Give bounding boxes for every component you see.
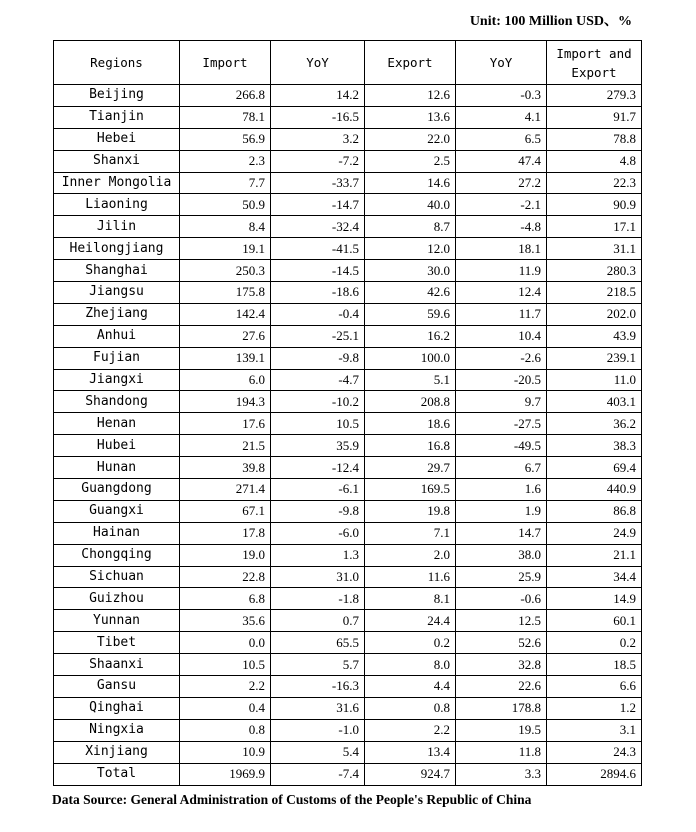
region-cell: Shanxi xyxy=(54,150,180,172)
export-cell: 30.0 xyxy=(365,260,456,282)
region-cell: Hebei xyxy=(54,128,180,150)
header-import: Import xyxy=(180,41,271,85)
export-cell: 19.8 xyxy=(365,500,456,522)
import-cell: 6.0 xyxy=(180,369,271,391)
import-yoy-cell: -25.1 xyxy=(271,325,365,347)
header-total: Import and Export xyxy=(547,41,642,85)
table-row xyxy=(54,610,642,632)
export-yoy-cell: 178.8 xyxy=(456,697,547,719)
import-cell: 0.4 xyxy=(180,697,271,719)
total-cell: 280.3 xyxy=(547,260,642,282)
table-row xyxy=(54,216,642,238)
total-cell: 60.1 xyxy=(547,610,642,632)
import-cell: 266.8 xyxy=(180,85,271,107)
region-cell: Shaanxi xyxy=(54,654,180,676)
table-row xyxy=(54,238,642,260)
import-cell: 21.5 xyxy=(180,435,271,457)
total-cell: 78.8 xyxy=(547,128,642,150)
region-cell: Liaoning xyxy=(54,194,180,216)
export-cell: 2.0 xyxy=(365,544,456,566)
import-cell: 8.4 xyxy=(180,216,271,238)
total-cell: 14.9 xyxy=(547,588,642,610)
import-yoy-cell: -33.7 xyxy=(271,172,365,194)
table-row xyxy=(54,500,642,522)
region-cell: Chongqing xyxy=(54,544,180,566)
import-cell: 142.4 xyxy=(180,303,271,325)
data-source-note: Data Source: General Administration of Customs of the People's Republic of China xyxy=(52,792,532,807)
total-cell: 86.8 xyxy=(547,500,642,522)
total-cell: 43.9 xyxy=(547,325,642,347)
import-yoy-cell: -32.4 xyxy=(271,216,365,238)
region-cell: Jiangxi xyxy=(54,369,180,391)
region-cell: Sichuan xyxy=(54,566,180,588)
table-row xyxy=(54,347,642,369)
region-cell: Shanghai xyxy=(54,260,180,282)
import-cell: 50.9 xyxy=(180,194,271,216)
table-row xyxy=(54,260,642,282)
export-yoy-cell: 4.1 xyxy=(456,106,547,128)
total-cell: 1.2 xyxy=(547,697,642,719)
total-cell: 34.4 xyxy=(547,566,642,588)
region-cell: Guangdong xyxy=(54,479,180,501)
region-cell: Tibet xyxy=(54,632,180,654)
import-yoy-cell: 3.2 xyxy=(271,128,365,150)
import-yoy-cell: -7.2 xyxy=(271,150,365,172)
table-row xyxy=(54,457,642,479)
import-yoy-cell: 31.6 xyxy=(271,697,365,719)
import-cell: 56.9 xyxy=(180,128,271,150)
import-cell: 67.1 xyxy=(180,500,271,522)
total-cell: 31.1 xyxy=(547,238,642,260)
import-yoy-cell: -18.6 xyxy=(271,282,365,304)
import-cell: 78.1 xyxy=(180,106,271,128)
total-cell: 21.1 xyxy=(547,544,642,566)
unit-label: Unit: 100 Million USD、% xyxy=(469,14,632,29)
import-cell: 194.3 xyxy=(180,391,271,413)
table-row xyxy=(54,588,642,610)
import-cell: 27.6 xyxy=(180,325,271,347)
export-yoy-cell: 14.7 xyxy=(456,522,547,544)
export-cell: 24.4 xyxy=(365,610,456,632)
import-yoy-cell: -0.4 xyxy=(271,303,365,325)
table-row xyxy=(54,194,642,216)
total-cell: 218.5 xyxy=(547,282,642,304)
total-cell: 202.0 xyxy=(547,303,642,325)
region-cell: Total xyxy=(54,763,180,785)
table-body xyxy=(54,85,642,786)
region-cell: Zhejiang xyxy=(54,303,180,325)
total-cell: 6.6 xyxy=(547,676,642,698)
total-cell: 4.8 xyxy=(547,150,642,172)
export-cell: 4.4 xyxy=(365,676,456,698)
export-yoy-cell: -20.5 xyxy=(456,369,547,391)
header-export-yoy: YoY xyxy=(456,41,547,85)
export-yoy-cell: 19.5 xyxy=(456,719,547,741)
trade-table xyxy=(53,40,642,786)
import-cell: 0.0 xyxy=(180,632,271,654)
export-yoy-cell: 11.7 xyxy=(456,303,547,325)
total-cell: 91.7 xyxy=(547,106,642,128)
table-row xyxy=(54,763,642,785)
table-row xyxy=(54,435,642,457)
total-cell: 0.2 xyxy=(547,632,642,654)
total-cell: 22.3 xyxy=(547,172,642,194)
region-cell: Guizhou xyxy=(54,588,180,610)
import-cell: 271.4 xyxy=(180,479,271,501)
total-cell: 90.9 xyxy=(547,194,642,216)
import-yoy-cell: -12.4 xyxy=(271,457,365,479)
export-yoy-cell: 11.8 xyxy=(456,741,547,763)
total-cell: 17.1 xyxy=(547,216,642,238)
export-cell: 208.8 xyxy=(365,391,456,413)
total-cell: 440.9 xyxy=(547,479,642,501)
export-cell: 14.6 xyxy=(365,172,456,194)
export-yoy-cell: 52.6 xyxy=(456,632,547,654)
export-cell: 5.1 xyxy=(365,369,456,391)
region-cell: Anhui xyxy=(54,325,180,347)
total-cell: 279.3 xyxy=(547,85,642,107)
export-yoy-cell: 32.8 xyxy=(456,654,547,676)
export-cell: 8.0 xyxy=(365,654,456,676)
export-yoy-cell: -4.8 xyxy=(456,216,547,238)
region-cell: Hubei xyxy=(54,435,180,457)
table-row xyxy=(54,544,642,566)
region-cell: Xinjiang xyxy=(54,741,180,763)
export-yoy-cell: -0.6 xyxy=(456,588,547,610)
import-yoy-cell: -16.3 xyxy=(271,676,365,698)
import-yoy-cell: 65.5 xyxy=(271,632,365,654)
export-cell: 12.0 xyxy=(365,238,456,260)
export-cell: 29.7 xyxy=(365,457,456,479)
table-row xyxy=(54,566,642,588)
export-yoy-cell: 38.0 xyxy=(456,544,547,566)
import-yoy-cell: -41.5 xyxy=(271,238,365,260)
export-yoy-cell: 1.6 xyxy=(456,479,547,501)
import-cell: 175.8 xyxy=(180,282,271,304)
export-yoy-cell: 27.2 xyxy=(456,172,547,194)
table-row xyxy=(54,741,642,763)
export-cell: 16.8 xyxy=(365,435,456,457)
export-yoy-cell: -2.6 xyxy=(456,347,547,369)
import-cell: 1969.9 xyxy=(180,763,271,785)
import-cell: 2.2 xyxy=(180,676,271,698)
table-row xyxy=(54,369,642,391)
export-cell: 13.4 xyxy=(365,741,456,763)
export-cell: 18.6 xyxy=(365,413,456,435)
table-row xyxy=(54,172,642,194)
table-row xyxy=(54,325,642,347)
region-cell: Ningxia xyxy=(54,719,180,741)
table-row xyxy=(54,303,642,325)
import-cell: 6.8 xyxy=(180,588,271,610)
region-cell: Fujian xyxy=(54,347,180,369)
total-cell: 3.1 xyxy=(547,719,642,741)
region-cell: Qinghai xyxy=(54,697,180,719)
export-cell: 8.7 xyxy=(365,216,456,238)
region-cell: Jilin xyxy=(54,216,180,238)
table-row xyxy=(54,85,642,107)
import-yoy-cell: 1.3 xyxy=(271,544,365,566)
export-cell: 59.6 xyxy=(365,303,456,325)
export-yoy-cell: 47.4 xyxy=(456,150,547,172)
export-cell: 7.1 xyxy=(365,522,456,544)
header-row xyxy=(54,41,642,85)
total-cell: 36.2 xyxy=(547,413,642,435)
total-cell: 403.1 xyxy=(547,391,642,413)
export-cell: 0.8 xyxy=(365,697,456,719)
import-cell: 2.3 xyxy=(180,150,271,172)
export-yoy-cell: -0.3 xyxy=(456,85,547,107)
total-cell: 24.9 xyxy=(547,522,642,544)
export-cell: 22.0 xyxy=(365,128,456,150)
import-yoy-cell: -7.4 xyxy=(271,763,365,785)
region-cell: Jiangsu xyxy=(54,282,180,304)
header-regions: Regions xyxy=(54,41,180,85)
export-cell: 16.2 xyxy=(365,325,456,347)
region-cell: Hunan xyxy=(54,457,180,479)
import-yoy-cell: -10.2 xyxy=(271,391,365,413)
import-yoy-cell: -4.7 xyxy=(271,369,365,391)
export-cell: 8.1 xyxy=(365,588,456,610)
header-export: Export xyxy=(365,41,456,85)
export-yoy-cell: -49.5 xyxy=(456,435,547,457)
table-row xyxy=(54,522,642,544)
table-row xyxy=(54,676,642,698)
export-yoy-cell: 6.7 xyxy=(456,457,547,479)
table-row xyxy=(54,632,642,654)
export-cell: 11.6 xyxy=(365,566,456,588)
table-row xyxy=(54,719,642,741)
import-yoy-cell: 10.5 xyxy=(271,413,365,435)
export-yoy-cell: 25.9 xyxy=(456,566,547,588)
table-row xyxy=(54,654,642,676)
import-yoy-cell: -9.8 xyxy=(271,347,365,369)
import-cell: 19.0 xyxy=(180,544,271,566)
import-cell: 10.9 xyxy=(180,741,271,763)
import-cell: 39.8 xyxy=(180,457,271,479)
import-yoy-cell: -16.5 xyxy=(271,106,365,128)
import-yoy-cell: -1.8 xyxy=(271,588,365,610)
import-cell: 17.8 xyxy=(180,522,271,544)
export-yoy-cell: 12.4 xyxy=(456,282,547,304)
table-row xyxy=(54,106,642,128)
export-cell: 100.0 xyxy=(365,347,456,369)
export-yoy-cell: 9.7 xyxy=(456,391,547,413)
export-cell: 924.7 xyxy=(365,763,456,785)
region-cell: Hainan xyxy=(54,522,180,544)
total-cell: 69.4 xyxy=(547,457,642,479)
import-cell: 17.6 xyxy=(180,413,271,435)
export-yoy-cell: 22.6 xyxy=(456,676,547,698)
import-cell: 250.3 xyxy=(180,260,271,282)
import-yoy-cell: -14.5 xyxy=(271,260,365,282)
import-cell: 0.8 xyxy=(180,719,271,741)
export-cell: 169.5 xyxy=(365,479,456,501)
total-cell: 18.5 xyxy=(547,654,642,676)
total-cell: 239.1 xyxy=(547,347,642,369)
export-yoy-cell: -27.5 xyxy=(456,413,547,435)
export-cell: 13.6 xyxy=(365,106,456,128)
region-cell: Henan xyxy=(54,413,180,435)
region-cell: Yunnan xyxy=(54,610,180,632)
import-cell: 22.8 xyxy=(180,566,271,588)
import-cell: 35.6 xyxy=(180,610,271,632)
import-yoy-cell: -14.7 xyxy=(271,194,365,216)
table-row xyxy=(54,479,642,501)
region-cell: Shandong xyxy=(54,391,180,413)
export-cell: 2.2 xyxy=(365,719,456,741)
export-yoy-cell: 10.4 xyxy=(456,325,547,347)
region-cell: Inner Mongolia xyxy=(54,172,180,194)
export-cell: 12.6 xyxy=(365,85,456,107)
region-cell: Beijing xyxy=(54,85,180,107)
table-row xyxy=(54,282,642,304)
import-yoy-cell: 5.4 xyxy=(271,741,365,763)
import-yoy-cell: 0.7 xyxy=(271,610,365,632)
export-yoy-cell: 11.9 xyxy=(456,260,547,282)
import-cell: 139.1 xyxy=(180,347,271,369)
total-cell: 24.3 xyxy=(547,741,642,763)
import-yoy-cell: -6.1 xyxy=(271,479,365,501)
export-yoy-cell: -2.1 xyxy=(456,194,547,216)
import-yoy-cell: -9.8 xyxy=(271,500,365,522)
export-cell: 2.5 xyxy=(365,150,456,172)
import-yoy-cell: -1.0 xyxy=(271,719,365,741)
total-cell: 2894.6 xyxy=(547,763,642,785)
table-row xyxy=(54,128,642,150)
import-cell: 10.5 xyxy=(180,654,271,676)
import-cell: 19.1 xyxy=(180,238,271,260)
export-cell: 42.6 xyxy=(365,282,456,304)
import-yoy-cell: 31.0 xyxy=(271,566,365,588)
export-yoy-cell: 6.5 xyxy=(456,128,547,150)
import-cell: 7.7 xyxy=(180,172,271,194)
export-yoy-cell: 18.1 xyxy=(456,238,547,260)
import-yoy-cell: -6.0 xyxy=(271,522,365,544)
import-yoy-cell: 5.7 xyxy=(271,654,365,676)
region-cell: Heilongjiang xyxy=(54,238,180,260)
import-yoy-cell: 35.9 xyxy=(271,435,365,457)
region-cell: Tianjin xyxy=(54,106,180,128)
export-yoy-cell: 3.3 xyxy=(456,763,547,785)
total-cell: 38.3 xyxy=(547,435,642,457)
table-row xyxy=(54,413,642,435)
export-yoy-cell: 12.5 xyxy=(456,610,547,632)
table-row xyxy=(54,150,642,172)
export-yoy-cell: 1.9 xyxy=(456,500,547,522)
region-cell: Gansu xyxy=(54,676,180,698)
header-import-yoy: YoY xyxy=(271,41,365,85)
total-cell: 11.0 xyxy=(547,369,642,391)
region-cell: Guangxi xyxy=(54,500,180,522)
export-cell: 40.0 xyxy=(365,194,456,216)
import-yoy-cell: 14.2 xyxy=(271,85,365,107)
table-row xyxy=(54,391,642,413)
table-row xyxy=(54,697,642,719)
export-cell: 0.2 xyxy=(365,632,456,654)
